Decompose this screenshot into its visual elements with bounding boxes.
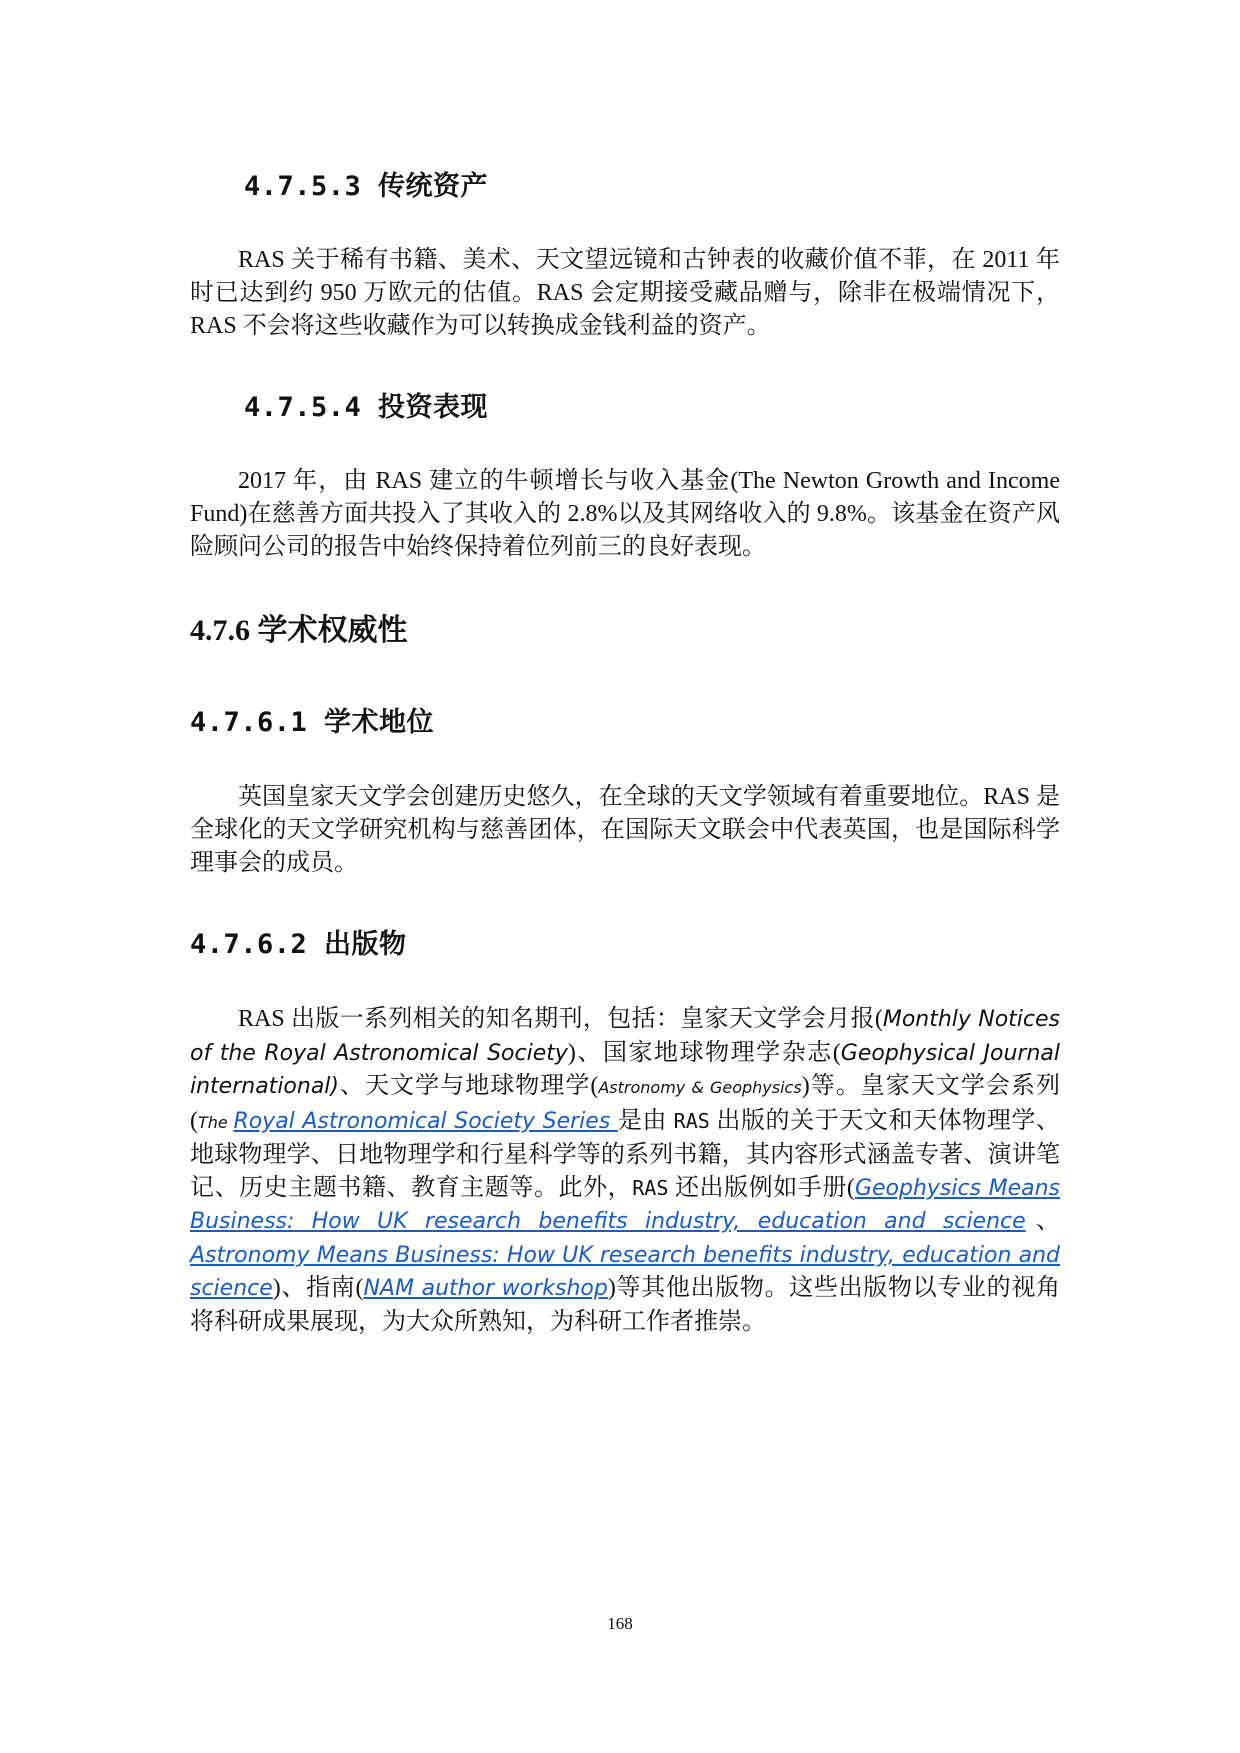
pub-text-10: )等其他出版物。这些出版物以专业的视角将科研成果展现，为大众所熟知，为科研工作者推崇。 (190, 1275, 1061, 1335)
ras-abbrev-2: RAS (632, 1175, 669, 1200)
pub-text-7: 还出版例如手册( (668, 1174, 855, 1201)
pub-text-8: 、 (1025, 1208, 1060, 1234)
link-nam-author-workshop[interactable]: NAM author workshop (363, 1276, 608, 1301)
journal-gji: Geophysical Journal international) (190, 1040, 1061, 1099)
link-geophysics-means-business[interactable]: Geophysics Means Business: How UK research benefits industry, education and science (190, 1175, 1061, 1234)
pub-text-5: 是由 (617, 1107, 674, 1134)
paragraph-academic-status: 英国皇家天文学会创建历史悠久，在全球的天文学领域有着重要地位。RAS 是全球化的天文学研究机构与慈善团体，在国际天文联会中代表英国，也是国际科学理事会的成员。 (190, 784, 1060, 876)
series-the-prefix: The (198, 1112, 234, 1132)
link-astronomy-means-business[interactable]: Astronomy Means Business: How UK research benefits industry, education and science (190, 1242, 1060, 1301)
page-number: 168 (607, 1614, 633, 1633)
pub-text-1: RAS 出版一系列相关的知名期刊，包括：皇家天文学会月报( (238, 1006, 883, 1032)
heading-4-7-6-1: 4.7.6.1 学术地位 (190, 707, 435, 738)
paragraph-investment-performance: 2017 年，由 RAS 建立的牛顿增长与收入基金(The Newton Growth and Income Fund)在慈善方面共投入了其收入的 2.8%以及其网络收入的 9.8%。该基金在资产风险顾问公司的报告中始终保持着位列前三的良好表现。 (190, 468, 1060, 560)
heading-4-7-6: 4.7.6 学术权威性 (190, 614, 408, 647)
pub-text-9: )、指南( (272, 1275, 364, 1301)
link-ras-series[interactable]: Royal Astronomical Society Series (233, 1108, 618, 1134)
ras-abbrev: RAS (673, 1108, 710, 1133)
paragraph-publications (190, 1003, 1060, 1338)
pub-text-6: 出版的关于天文和天体物理学、地球物理学、日地物理学和行星科学等的系列书籍，其内容形式涵盖专著、演讲笔记、历史主题书籍、教育主题等。此外， (190, 1107, 1061, 1201)
journal-astronomy-geophysics: Astronomy & Geophysics (598, 1078, 802, 1097)
journal-mnras: Monthly Notices of the Royal Astronomical Society (190, 1007, 1060, 1066)
heading-4-7-6-2: 4.7.6.2 出版物 (190, 929, 407, 960)
heading-4-7-5-4: 4.7.5.4 投资表现 (244, 392, 489, 423)
pub-text-4: )等。皇家天文学会系列( (190, 1073, 1060, 1134)
paragraph-traditional-assets: RAS 关于稀有书籍、美术、天文望远镜和古钟表的收藏价值不菲，在 2011 年时已达到约 950 万欧元的估值。RAS 会定期接受藏品赠与，除非在极端情况下，RAS 不会将这些收藏作为可以转换成金钱利益的资产。 (190, 247, 1060, 339)
pub-text-2: )、国家地球物理学杂志( (567, 1039, 841, 1066)
pub-text-3: 、天文学与地球物理学( (339, 1073, 599, 1099)
heading-4-7-5-3: 4.7.5.3 传统资产 (244, 171, 489, 202)
